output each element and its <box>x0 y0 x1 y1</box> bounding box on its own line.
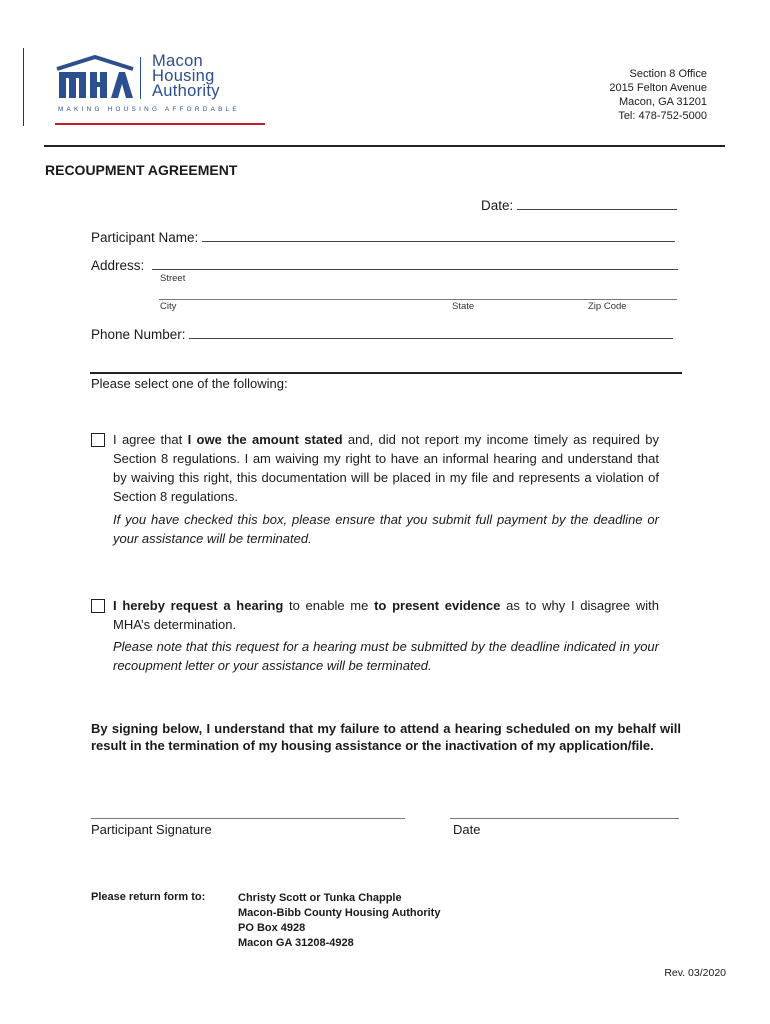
option2-bold1: I hereby request a hearing <box>113 598 284 613</box>
participant-signature-label: Participant Signature <box>91 822 212 837</box>
request-hearing-note <box>113 637 659 675</box>
office-line: Section 8 Office <box>629 68 707 80</box>
participant-name-label: Participant Name: <box>91 230 199 245</box>
logo-divider <box>140 57 141 99</box>
header-rule <box>44 145 725 147</box>
city-caption: City <box>160 301 177 312</box>
office-address <box>609 67 707 123</box>
participant-name-field <box>91 229 675 245</box>
logo-wordmark <box>152 54 220 99</box>
phone-input-line[interactable] <box>189 326 673 339</box>
option2-rest: as to why I disagree with MHA’s determination. <box>113 598 659 632</box>
return-line: Christy Scott or Tunka Chapple <box>238 892 402 904</box>
street-caption: Street <box>160 273 186 284</box>
signature-date-line[interactable] <box>450 818 679 819</box>
left-margin-rule <box>23 48 24 126</box>
acknowledgement-text: By signing below, I understand that my failure to attend a hearing scheduled on my behalf will result in the termination of my housing assistance or the inactivation of my application/file. <box>91 721 681 753</box>
section-rule <box>90 372 682 374</box>
return-line: Macon GA 31208-4928 <box>238 937 354 949</box>
state-caption: State <box>452 301 475 312</box>
participant-signature-line[interactable] <box>91 818 405 819</box>
revision-label: Rev. 03/2020 <box>664 967 726 979</box>
owe-amount-note <box>113 510 659 548</box>
option1-note: If you have checked this box, please ensure that you submit full payment by the deadline or your assistance will be terminated. <box>113 512 659 546</box>
logo-word-macon: Macon <box>152 52 204 70</box>
option1-lead: I agree that <box>113 432 188 447</box>
return-line: PO Box 4928 <box>238 922 306 934</box>
address-field <box>91 257 678 273</box>
date-input-line[interactable] <box>517 197 677 210</box>
option1-bold: I owe the amount stated <box>187 432 343 447</box>
city-state-zip-input-line[interactable] <box>159 299 677 300</box>
address-label: Address: <box>91 258 145 273</box>
date-label: Date: <box>481 198 514 213</box>
office-line: 2015 Felton Avenue <box>609 82 707 94</box>
option1-rest: and, did not report my income timely as required by Section 8 regulations. I am waiving my right to have an informal hearing and understand that by waiving this right, this documentation will be placed in my file and represents a violation of Section 8 regulations. <box>113 432 660 504</box>
logo-underline <box>55 123 265 125</box>
option2-bold2: to present evidence <box>374 598 501 613</box>
street-input-line[interactable] <box>152 257 678 270</box>
logo-word-housing: Housing <box>152 67 215 85</box>
return-line: Macon-Bibb County Housing Authority <box>238 907 441 919</box>
mha-logo-icon <box>55 55 135 100</box>
return-address <box>238 891 440 951</box>
date-field <box>481 197 677 213</box>
participant-name-input-line[interactable] <box>202 229 675 242</box>
logo-tagline: MAKING HOUSING AFFORDABLE <box>58 106 240 113</box>
owe-amount-checkbox[interactable] <box>91 433 105 447</box>
request-hearing-checkbox[interactable] <box>91 599 105 613</box>
option2-mid: to enable me <box>283 598 375 613</box>
return-label: Please return form to: <box>91 891 206 903</box>
zip-caption: Zip Code <box>588 301 627 312</box>
phone-label: Phone Number: <box>91 327 186 342</box>
office-line: Tel: 478-752-5000 <box>618 110 707 122</box>
option2-note: Please note that this request for a hearing must be submitted by the deadline indicated in your recoupment letter or your assistance will be terminated. <box>113 639 659 673</box>
request-hearing-statement <box>113 596 659 634</box>
phone-field <box>91 326 673 342</box>
logo-word-authority: Authority <box>152 82 220 100</box>
form-title: RECOUPMENT AGREEMENT <box>45 162 238 178</box>
office-line: Macon, GA 31201 <box>618 96 707 108</box>
signature-date-label: Date <box>453 822 481 837</box>
select-prompt: Please select one of the following: <box>91 376 288 391</box>
owe-amount-statement <box>113 430 659 506</box>
